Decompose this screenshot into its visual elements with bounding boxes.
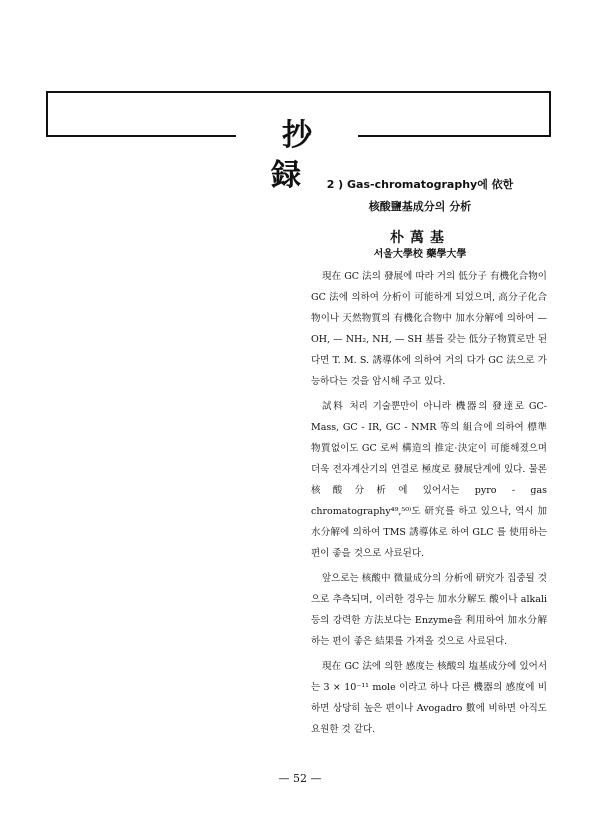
article-title-line-2: 核酸鹽基成分의 分析 [368,200,472,213]
body-paragraph: 앞으로는 核酸中 微量成分의 分析에 研究가 집중될 것으로 추측되며, 이러한 경우는 加水分解도 酸이나 alkali 등의 강력한 方法보다는 Enzyme을 利用하여 加水分解하는 편이 좋은 結果를 가져올 것으로 사료된다. [311,573,547,647]
article-title-line-1: 2 ) Gas-chromatography에 依한 [326,178,514,191]
section-title: 抄 録 [271,118,334,193]
page-number: — 52 — [278,772,322,785]
body-paragraph: 試料 처리 기술뿐만이 아니라 機器의 發達로 GC-Mass, GC - IR, GC - NMR 等의 組合에 의하여 標準物質없이도 GC 로써 構造의 推定·決定이 可能해졌으며 더욱 전자계산기의 연결로 極度로 發展단계에 있다. 물론 核酸分析에 있어서는 pyro - gas chromatography⁴⁹,⁵⁰⁾도 研究를 하고 있으나, 역시 加水分解에 의하여 TMS 誘導体로 하여 GLC 를 使用하는 편이 좋을 것으로 사료된다. [311,401,547,559]
banner-rule-left [46,135,236,137]
article-body [311,266,547,744]
author-name: 朴萬基 [390,230,450,246]
banner-rule-right [358,135,551,137]
author-affiliation: 서울大學校 藥學大學 [373,249,467,260]
body-paragraph: 現在 GC 法에 의한 感度는 核酸의 塩基成分에 있어서는 3 × 10⁻¹¹ mole 이라고 하나 다른 機器의 感度에 비하면 상당히 높은 편이나 Avogadro 數에 비하면 아직도 요원한 것 같다. [311,661,547,735]
body-paragraph: 現在 GC 法의 發展에 따라 거의 低分子 有機化合物이 GC 法에 의하여 分析이 可能하게 되었으며, 高分子化合物이나 天然物質의 有機化合物中 加水分解에 의하여 — OH, — NH₂, NH, — SH 基를 갖는 低分子物質로만 된다면 T. M. S. 誘導体에 의하여 거의 다가 GC 法으로 가능하다는 것을 암시해 주고 있다. [311,271,547,387]
article-title [300,174,540,218]
